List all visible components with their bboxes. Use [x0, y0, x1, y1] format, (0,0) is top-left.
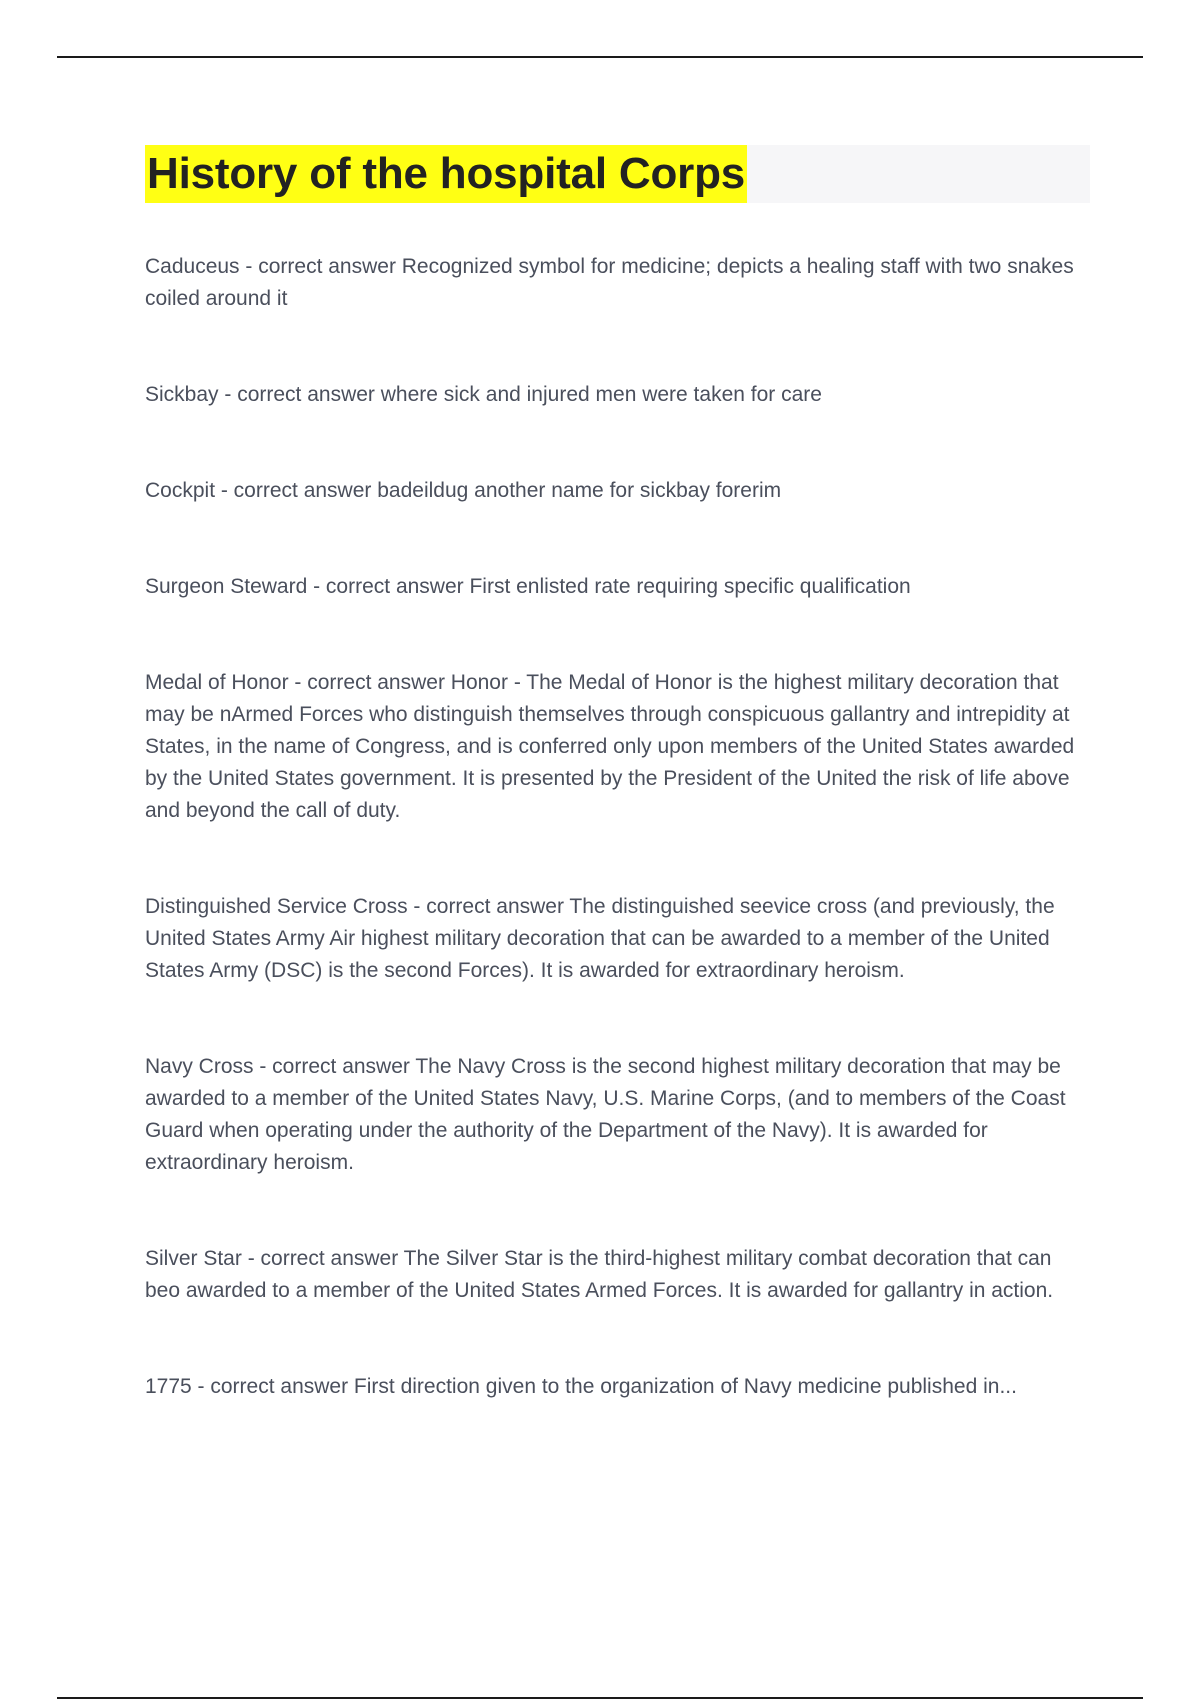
document-body: [145, 145, 1090, 1403]
entry-cockpit: Cockpit - correct answer badeildug another name for sickbay forerim: [145, 479, 782, 502]
entry-silver-star: Silver Star - correct answer The Silver Star is the third-highest military combat decoration that can beo awarded to a member of the United States Armed Forces. It is awarded for gallantry in action.: [145, 1247, 1054, 1302]
top-divider: [57, 56, 1143, 58]
entry-sickbay: Sickbay - correct answer where sick and injured men were taken for care: [145, 383, 822, 406]
title-band: [145, 145, 1090, 203]
page-title: History of the hospital Corps: [145, 145, 747, 203]
entry-1775: 1775 - correct answer First direction given to the organization of Navy medicine published in...: [145, 1375, 1017, 1398]
entry-navy-cross: Navy Cross - correct answer The Navy Cross is the second highest military decoration that may be awarded to a member of the United States Navy, U.S. Marine Corps, (and to members of the Coast Guard when operating under the authority of the Department of the Navy). It is awarded for extraordinary heroism.: [145, 1055, 1066, 1174]
entry-caduceus: Caduceus - correct answer Recognized symbol for medicine; depicts a healing staff with two snakes coiled around it: [145, 255, 1074, 310]
entry-list: [145, 251, 1090, 1403]
entry-distinguished-service-cross: Distinguished Service Cross - correct answer The distinguished seevice cross (and previously, the United States Army Air highest military decoration that can be awarded to a member of the United States Army (DSC) is the second Forces). It is awarded for extraordinary heroism.: [145, 895, 1055, 982]
entry-surgeon-steward: Surgeon Steward - correct answer First enlisted rate requiring specific qualification: [145, 575, 911, 598]
entry-medal-of-honor: Medal of Honor - correct answer Honor - The Medal of Honor is the highest military decoration that may be nArmed Forces who distinguish themselves through conspicuous gallantry and intrepidity at States, in the name of Congress, and is conferred only upon members of the United States awarded by the United States government. It is presented by the President of the United the risk of life above and beyond the call of duty.: [145, 671, 1075, 822]
bottom-divider: [57, 1697, 1143, 1699]
